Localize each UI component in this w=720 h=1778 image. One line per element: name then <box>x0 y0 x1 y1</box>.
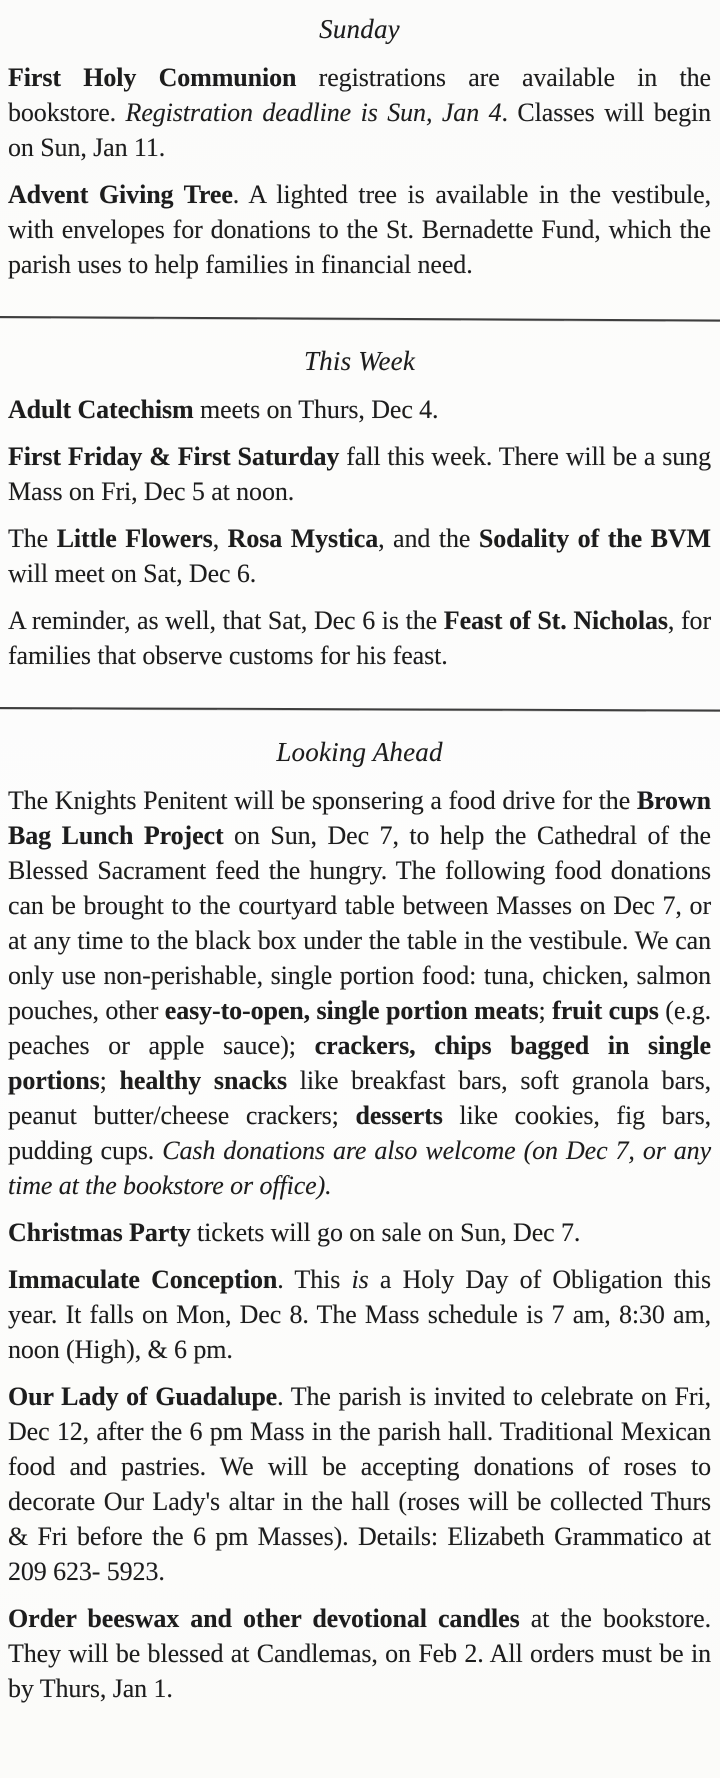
text-run: Brown Bag Lunch Project <box>8 786 711 850</box>
text-run: fruit cups <box>552 996 659 1025</box>
section-heading: This Week <box>303 346 416 376</box>
text-run: fall this week. There will be a sung Mass on Fri, Dec 5 at noon. <box>8 442 711 506</box>
text-run: at the bookstore. They will be blessed at Candlemas, on Feb 2. All orders must be in by Thurs, Jan 1. <box>8 1604 711 1703</box>
paragraph <box>8 783 711 1203</box>
text-run: Little Flowers <box>56 524 213 553</box>
text-run: . The parish is invited to celebrate on Fri, Dec 12, after the 6 pm Mass in the parish hall. Traditional Mexican food and pastries. We will be accepting donations of roses to decorate Our Lady's altar in the hall (roses will be collected Thurs & Fri before the 6 pm Masses). Details: Elizabeth Grammatico at 209 623- 5923. <box>8 1382 711 1586</box>
text-run: desserts <box>355 1101 443 1130</box>
text-run: Registration deadline is Sun, Jan 4 <box>125 98 502 127</box>
text-run: Our Lady of Guadalupe <box>8 1382 278 1411</box>
paragraph <box>8 603 711 673</box>
text-run: , for families that observe customs for his feast. <box>8 606 712 670</box>
text-run: Sodality of the BVM <box>478 524 711 553</box>
text-run: easy-to-open, single portion meats <box>164 996 539 1025</box>
paragraph <box>8 60 711 165</box>
text-run: (e.g. peaches or apple sauce); <box>8 996 711 1060</box>
text-run: Advent Giving Tree <box>8 180 233 209</box>
text-run: A reminder, as well, that Sat, Dec 6 is the <box>8 606 444 635</box>
text-run: Rosa Mystica <box>227 524 379 553</box>
text-run: . Classes will begin on Sun, Jan 11. <box>8 98 711 162</box>
text-run: First Friday & First Saturday <box>8 442 340 471</box>
text-run: like breakfast bars, soft granola bars, peanut butter/cheese crackers; <box>8 1066 711 1130</box>
paragraph <box>8 392 711 427</box>
paragraph <box>8 521 711 591</box>
text-run: , and the <box>378 524 479 553</box>
text-run: tickets will go on sale on Sun, Dec 7. <box>190 1218 581 1247</box>
text-run: crackers, chips bagged in single portions <box>8 1031 711 1095</box>
text-run: will meet on Sat, Dec 6. <box>8 559 257 588</box>
section-sunday <box>8 10 711 282</box>
text-run: Order beeswax and other devotional candles <box>8 1604 520 1633</box>
text-run: . A lighted tree is available in the vestibule, with envelopes for donations to the St. Bernadette Fund, which the parish uses to help families in financial need. <box>8 180 711 279</box>
text-run: , <box>212 524 228 553</box>
paragraph <box>8 1215 711 1250</box>
text-run: . This <box>277 1265 352 1294</box>
text-run: a Holy Day of Obligation this year. It falls on Mon, Dec 8. The Mass schedule is 7 am, 8:30 am, noon (High), & 6 pm. <box>8 1265 712 1364</box>
text-run: Immaculate Conception <box>8 1265 278 1294</box>
section-heading: Sunday <box>319 14 400 44</box>
text-run: Adult Catechism <box>8 395 194 424</box>
text-run: healthy snacks <box>119 1066 288 1095</box>
section-looking-ahead <box>8 733 711 1706</box>
text-run: ; <box>538 996 553 1025</box>
text-run: Christmas Party <box>8 1218 191 1247</box>
text-run: on Sun, Dec 7, to help the Cathedral of the Blessed Sacrament feed the hungry. The following food donations can be brought to the courtyard table between Masses on Dec 7, or at any time to the black box under the table in the vestibule. We can only use non-perishable, single portion food: tuna, chicken, salmon pouches, other <box>8 821 711 1025</box>
paragraph <box>8 1379 711 1589</box>
text-run: ; <box>99 1066 120 1095</box>
text-run: First Holy Communion <box>8 63 297 92</box>
text-run: The Knights Penitent will be sponsering a food drive for the <box>8 786 637 815</box>
section-divider <box>0 707 720 712</box>
text-run: Feast of St. Nicholas <box>443 606 668 635</box>
paragraph <box>8 439 711 509</box>
text-run: The <box>8 524 57 553</box>
paragraph <box>8 1262 711 1367</box>
text-run: Cash donations are also welcome (on Dec 7, or any time at the bookstore or office). <box>8 1136 712 1200</box>
paragraph <box>8 177 711 282</box>
section-divider <box>0 316 720 322</box>
section-heading: Looking Ahead <box>276 737 443 767</box>
text-run: like cookies, fig bars, pudding cups. <box>8 1101 711 1165</box>
text-run: registrations are available in the bookstore. <box>8 63 711 127</box>
section-this-week <box>8 342 711 673</box>
paragraph <box>8 1601 711 1706</box>
text-run: is <box>351 1265 369 1294</box>
text-run: meets on Thurs, Dec 4. <box>193 395 439 424</box>
